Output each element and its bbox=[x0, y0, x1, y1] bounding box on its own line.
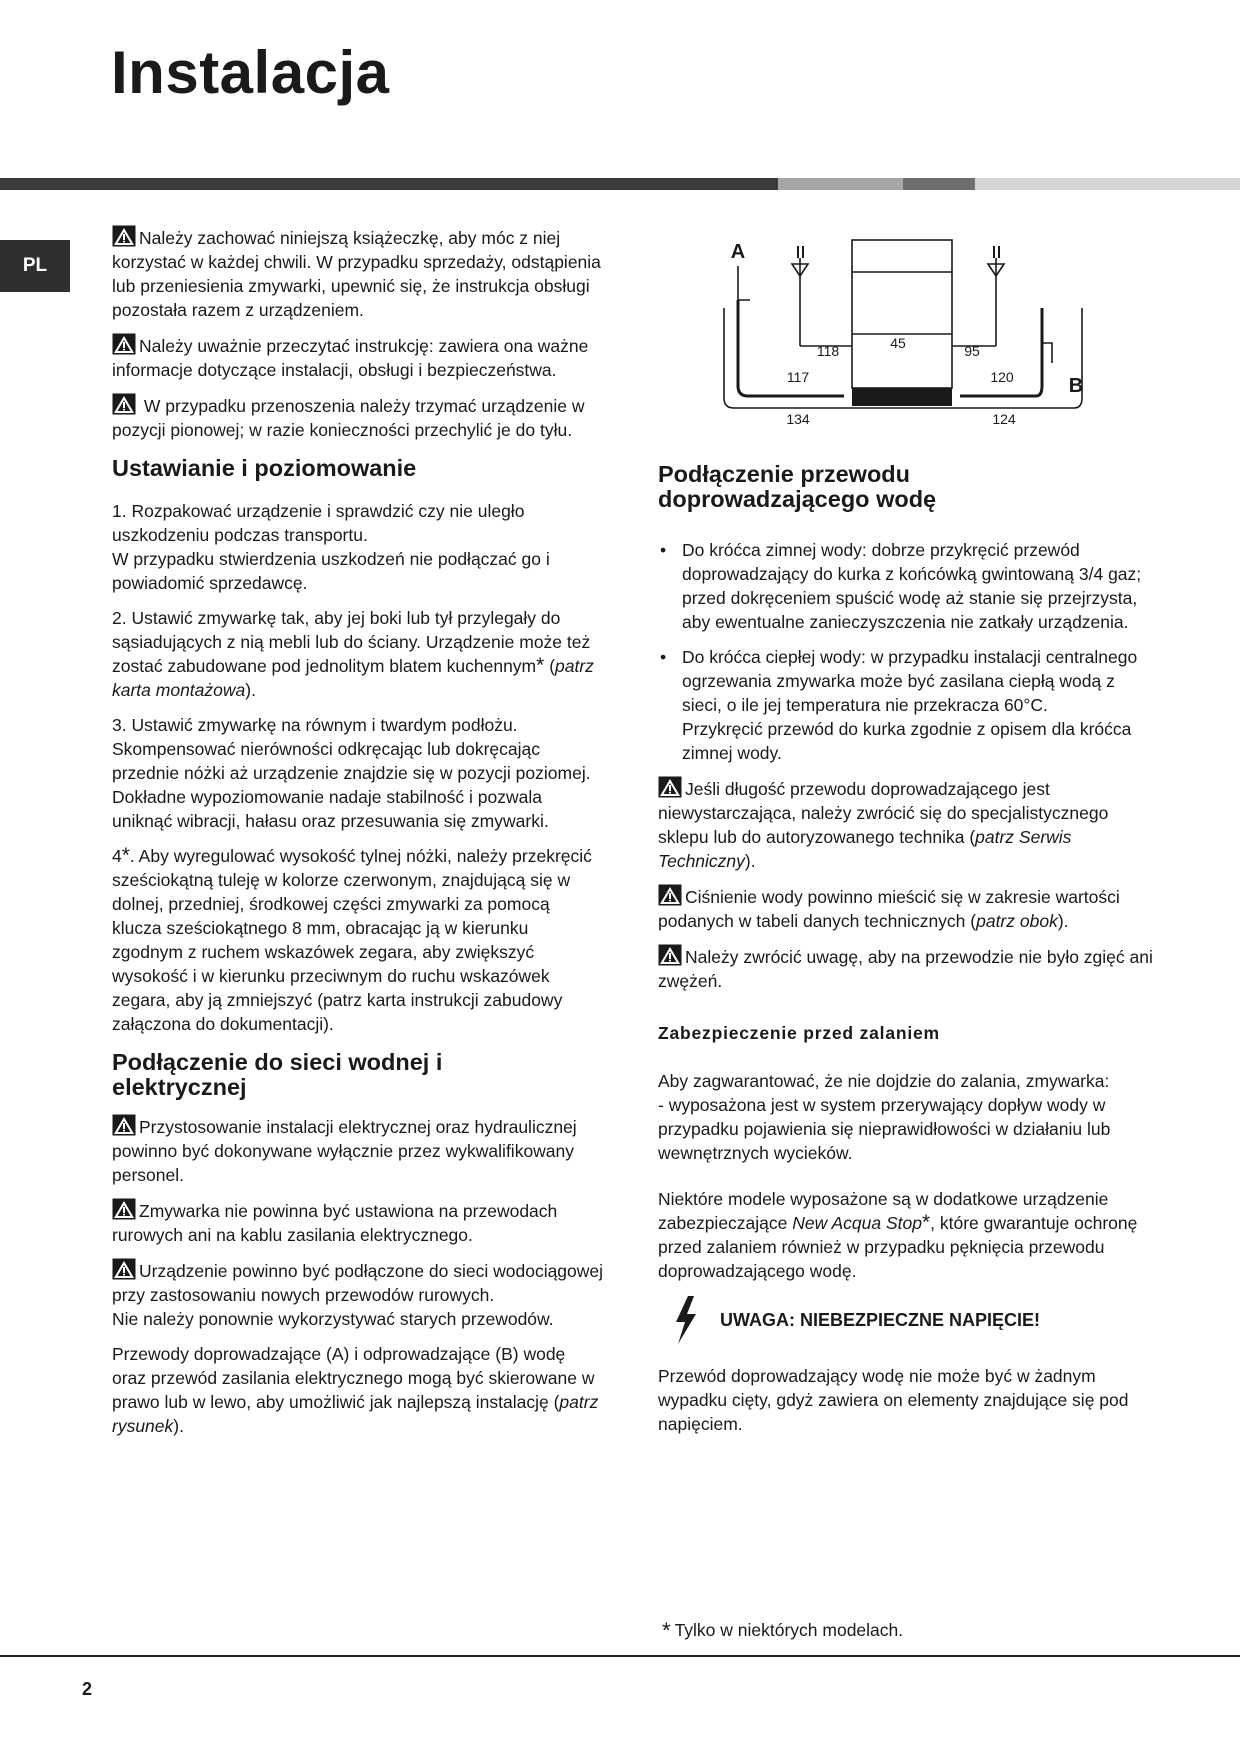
flood-paragraph-2: Niektóre modele wyposażone są w dodatkowe urządzenie zabezpieczające New Acqua Stop*, które gwarantuje ochronę przed zalaniem również w przypadku pęknięcia przewodu doprowadzającego wodę. bbox=[658, 1189, 1138, 1281]
dim-45: 45 bbox=[890, 335, 906, 351]
asterisk: * bbox=[921, 1211, 931, 1234]
section-heading-water-supply: Podłączenie przewodu doprowadzającego wodę bbox=[658, 461, 937, 512]
warning-kinks: Należy zwrócić uwagę, aby na przewodzie nie było zgięć ani zwężeń. bbox=[658, 944, 1158, 993]
warning-icon bbox=[112, 1114, 136, 1136]
warning-read-manual: Należy uważnie przeczytać instrukcję: zawiera ona ważne informacje dotyczące instalacji, obsługi i bezpieczeństwa. bbox=[112, 333, 604, 382]
warning-qualified-staff: Przystosowanie instalacji elektrycznej oraz hydraulicznej powinno być dokonywane wyłącznie przez wykwalifikowany personel. bbox=[112, 1114, 604, 1187]
footer-rule bbox=[0, 1655, 1240, 1657]
dim-95: 95 bbox=[964, 343, 980, 359]
section-heading-leveling: Ustawianie i poziomowanie bbox=[112, 455, 417, 481]
warning-hose-length: Jeśli długość przewodu doprowadzającego jest niewystarczająca, należy zwrócić się do specjalistycznego sklepu lub do autoryzowanego technika (patrz Serwis Techniczny). bbox=[658, 776, 1158, 873]
step-3: 3. Ustawić zmywarkę na równym i twardym podłożu. Skompensować nierówności odkręcając lub dokręcając przednie nóżki aż urządzenie znajdzie się w pozycji poziomej. Dokładne wypoziomowanie nadaje stabilność i pozwala uniknąć wibracji, hałasu oraz przesuwania się zmywarki. bbox=[112, 715, 591, 831]
warning-icon bbox=[112, 225, 136, 247]
left-column bbox=[112, 225, 604, 1449]
pipe-a-line bbox=[738, 266, 750, 300]
page-title: Instalacja bbox=[111, 39, 390, 106]
warning-icon bbox=[112, 1258, 136, 1280]
header-bar-light bbox=[778, 178, 903, 190]
section-heading-flood-protection: Zabezpieczenie przed zalaniem bbox=[658, 1023, 940, 1043]
dim-118: 118 bbox=[816, 343, 840, 359]
bullet-hot-water: • Do króćca ciepłej wody: w przypadku instalacji centralnego ogrzewania zmywarka może być zasilana ciepłą wodą z sieci, o ile jej temperatura nie przekracza 60°C. Przykręcić przewód do kurka zgodnie z opisem dla króćca zimnej wody. bbox=[658, 645, 1158, 765]
supply-bullets bbox=[658, 538, 1158, 765]
footnote bbox=[662, 1618, 903, 1644]
page-number: 2 bbox=[82, 1679, 93, 1699]
lightning-bolt-icon bbox=[666, 1294, 706, 1346]
label-b: B bbox=[1068, 375, 1084, 397]
pipes-direction-paragraph: Przewody doprowadzające (A) i odprowadzające (B) wodę oraz przewód zasilania elektrycznego mogą być skierowane w prawo lub w lewo, aby umożliwić jak najlepszą instalację (patrz rysunek). bbox=[112, 1344, 599, 1436]
dim-124: 124 bbox=[992, 411, 1016, 427]
section-heading-connection: Podłączenie do sieci wodnej i elektrycznej bbox=[112, 1049, 443, 1100]
warning-keep-manual: Należy zachować niniejszą książeczkę, aby móc z niej korzystać w każdej chwili. W przypadku sprzedaży, odstąpienia lub przeniesienia zmywarki, upewnić się, że instrukcja obsługi pozostała razem z urządzeniem. bbox=[112, 225, 604, 322]
header-bar-pale bbox=[975, 178, 1240, 190]
warning-transport: W przypadku przenoszenia należy trzymać urządzenie w pozycji pionowej; w razie konieczności przechylić je do tyłu. bbox=[112, 393, 604, 442]
header-bar-dark bbox=[0, 178, 778, 190]
step-1: 1. Rozpakować urządzenie i sprawdzić czy nie uległo uszkodzeniu podczas transportu. W przypadku stwierdzenia uszkodzeń nie podłączać go i powiadomić sprzedawcę. bbox=[112, 501, 550, 593]
right-column bbox=[658, 462, 1158, 1447]
asterisk: * bbox=[121, 844, 130, 867]
language-tab: PL bbox=[0, 240, 70, 292]
header-bar-mid bbox=[903, 178, 975, 190]
hose-cut-warning: Przewód doprowadzający wodę nie może być w żadnym wypadku cięty, gdyż zawiera on elementy znajdujące się pod napięciem. bbox=[658, 1366, 1129, 1434]
installation-diagram bbox=[718, 238, 1092, 432]
warning-icon bbox=[658, 776, 682, 798]
dim-134: 134 bbox=[786, 411, 810, 427]
bullet-cold-water: • Do króćca zimnej wody: dobrze przykręcić przewód doprowadzający do kurka z końcówką gwintowaną 3/4 gaz; przed dokręceniem spuścić wodę aż stanie się przejrzysta, aby ewentualne zanieczyszczenia nie zatkały urządzenia. bbox=[658, 538, 1158, 634]
warning-icon bbox=[112, 1198, 136, 1220]
danger-voltage-text: UWAGA: NIEBEZPIECZNE NAPIĘCIE! bbox=[720, 1310, 1041, 1330]
dim-117: 117 bbox=[786, 369, 810, 385]
danger-voltage-notice bbox=[658, 1294, 1158, 1346]
warning-new-pipes: Urządzenie powinno być podłączone do sieci wodociągowej przy zastosowaniu nowych przewodów rurowych. Nie należy ponownie wykorzystywać starych przewodów. bbox=[112, 1258, 604, 1331]
dim-120: 120 bbox=[990, 369, 1014, 385]
warning-pressure: Ciśnienie wody powinno mieścić się w zakresie wartości podanych w tabeli danych technicznych (patrz obok). bbox=[658, 884, 1158, 933]
footnote-text: Tylko w niektórych modelach. bbox=[674, 1620, 904, 1640]
flood-paragraph-1: Aby zagwarantować, że nie dojdzie do zalania, zmywarka: - wyposażona jest w system przerywający dopływ wody w przypadku pojawienia się nieprawidłowości w działaniu lub wewnętrznych wycieków. bbox=[658, 1071, 1111, 1163]
label-a: A bbox=[730, 241, 746, 263]
warning-icon bbox=[112, 393, 136, 415]
asterisk: * bbox=[536, 654, 545, 677]
base-plinth bbox=[852, 388, 952, 406]
warning-placement: Zmywarka nie powinna być ustawiona na przewodach rurowych ani na kablu zasilania elektrycznego. bbox=[112, 1198, 604, 1247]
step-4: 4*. Aby wyregulować wysokość tylnej nóżki, należy przekręcić sześciokątną tuleję w kolorze czerwonym, znajdującą się w dolnej, przedniej, środkowej części zmywarki za pomocą klucza sześciokątnego 8 mm, obracając ją w kierunku zgodnym z ruchem wskazówek zegara, aby zwiększyć wysokość i w kierunku przeciwnym do ruchu wskazówek zegara, aby ją zmniejszyć (patrz karta instrukcji zabudowy załączona do dokumentacji). bbox=[112, 844, 592, 1034]
dishwasher-outline bbox=[852, 240, 952, 388]
warning-icon bbox=[658, 944, 682, 966]
step-2: 2. Ustawić zmywarkę tak, aby jej boki lub tył przylegały do sąsiadujących z nią mebli lub do ściany. Urządzenie może też zostać zabudowane pod jednolitym blatem kuchennym* (patrz karta montażowa). bbox=[112, 608, 594, 700]
footnote-asterisk: * bbox=[662, 1618, 671, 1643]
warning-icon bbox=[658, 884, 682, 906]
warning-icon bbox=[112, 333, 136, 355]
